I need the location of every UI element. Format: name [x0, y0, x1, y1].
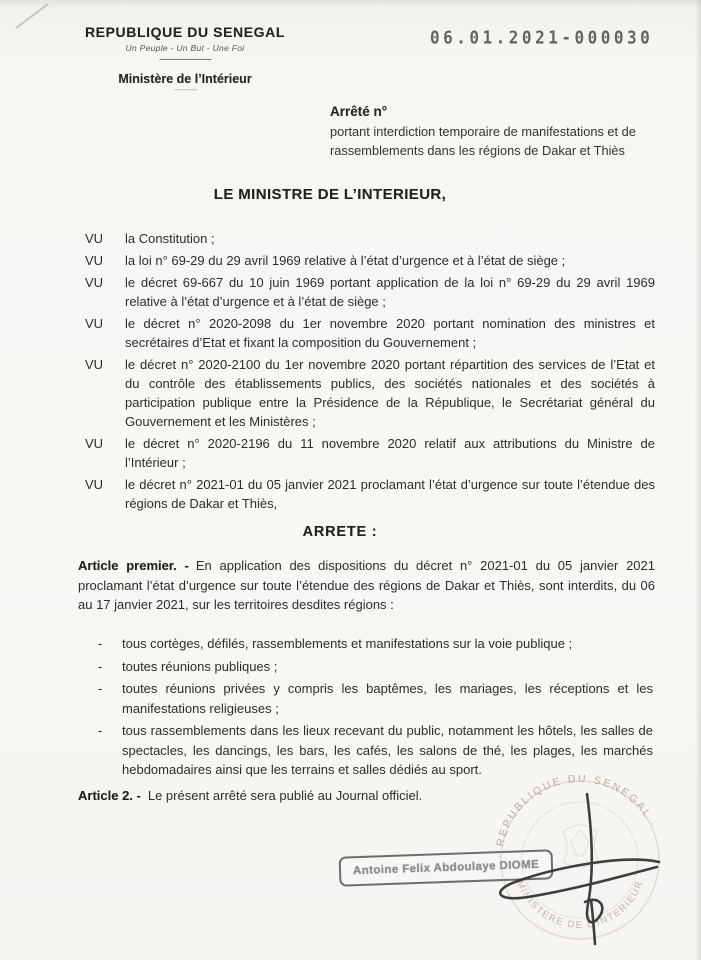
visa-label: VU [85, 275, 104, 290]
list-item-text: tous cortèges, défilés, rassemblements et manifestations sur la voie publique ; [122, 636, 573, 651]
visa-item [85, 355, 655, 431]
country-title: REPUBLIQUE DU SENEGAL [84, 24, 286, 40]
scan-artifact-mark [0, 0, 70, 40]
minister-heading: LE MINISTRE DE L’INTERIEUR, [213, 186, 447, 203]
list-item [98, 721, 653, 780]
visa-item [85, 273, 655, 311]
official-seal [483, 772, 701, 958]
visa-item [85, 314, 655, 352]
dash-marker: - [98, 723, 103, 738]
minister-name-stamp: Antoine Felix Abdoulaye DIOME [339, 849, 554, 886]
dash-marker: - [98, 636, 103, 651]
seal-bottom-text: MINISTERE DE L’INTERIEUR [514, 878, 646, 931]
visa-text: le décret n° 2020-2100 du 1er novembre 2020 portant répartition des services de l’Etat et du contrôle des établissements publics, des sociétés nationales et des sociétés à participation publique entre la Présidence de la République, le Secrétariat général du Gouvernement et les Ministères ; [125, 357, 655, 429]
prohibition-list [98, 634, 653, 783]
article-2 [78, 786, 531, 806]
visa-text: le décret n° 2020-2098 du 1er novembre 2020 portant nomination des ministres et secrétaires d’Etat et fixant la composition du Gouvernement ; [125, 316, 655, 350]
svg-text:· REPUBLIQUE DU SENEGAL · [493, 773, 660, 858]
list-item [98, 634, 653, 654]
article-premier-label: Article premier. - [78, 558, 189, 573]
list-item-text: toutes réunions privées y compris les baptêmes, les mariages, les réceptions et les manifestations religieuses ; [122, 681, 653, 716]
visa-text: la loi n° 69-29 du 29 avril 1969 relative à l’état d’urgence et à l’état de siège ; [125, 253, 566, 268]
list-item-text: tous rassemblements dans les lieux recevant du public, notamment les hôtels, les salles de spectacles, les dancings, les bars, les cafés, les salons de thé, les plages, les marchés hebdomadaires ainsi que les terrains et salles dédiés au sport. [122, 723, 653, 777]
decree-title-block [330, 104, 678, 160]
visa-text: le décret n° 2021-01 du 05 janvier 2021 proclamant l’état d’urgence sur toute l’étendue des régions de Dakar et Thiès, [125, 477, 655, 511]
visa-label: VU [85, 357, 104, 372]
visa-text: le décret n° 2020-2196 du 11 novembre 2020 relatif aux attributions du Ministre de l’Intérieur ; [125, 436, 655, 470]
visa-item [85, 434, 655, 472]
separator-dashes: -------------------------- [159, 54, 211, 64]
visa-text: la Constitution ; [125, 231, 215, 246]
visa-label: VU [85, 436, 104, 451]
visa-label: VU [85, 477, 104, 492]
article-premier-text: En application des dispositions du décret n° 2021-01 du 05 janvier 2021 proclamant l’état d’urgence sur toute l’étendue des régions de Dakar et Thiès, sont interdits, du 06 au 17 janvier 2021, sur les territoires desdites régions : [78, 558, 655, 612]
visa-label: VU [85, 231, 104, 246]
registration-date-stamp: 06.01.2021-000030 [430, 27, 654, 48]
list-item [98, 657, 653, 677]
decree-number-heading: Arrêté n° [330, 104, 388, 119]
seal-emblem-star [571, 830, 589, 856]
visa-label: VU [85, 316, 104, 331]
visa-list [85, 229, 655, 516]
visa-item [85, 475, 655, 513]
ministry-separator-dashes: -------------- [173, 85, 197, 94]
article-premier [78, 556, 655, 615]
list-item [98, 679, 653, 718]
decree-subject: portant interdiction temporaire de manifestations et de rassemblements dans les régions de Dakar et Thiès [330, 124, 636, 158]
seal-top-text: · REPUBLIQUE DU SENEGAL · [492, 772, 660, 859]
scan-edge-shadow-top [0, 0, 701, 8]
national-motto: Un Peuple - Un But - Une Foi [125, 43, 245, 53]
dash-marker: - [98, 681, 103, 696]
ministry-name: Ministère de l’Intérieur [118, 72, 252, 86]
letterhead [70, 24, 300, 93]
arrete-heading: ARRETE : [302, 524, 378, 540]
visa-text: le décret 69-667 du 10 juin 1969 portant application de la loi n° 69-29 du 29 avril 1969 relative à l’état d’urgence et à l’état de siège ; [125, 275, 655, 309]
visa-item [85, 251, 655, 270]
visa-label: VU [85, 253, 104, 268]
article-2-label: Article 2. - [78, 788, 141, 803]
list-item-text: toutes réunions publiques ; [122, 658, 278, 674]
visa-item [85, 229, 655, 248]
dash-marker: - [98, 658, 103, 674]
article-2-text: Le présent arrêté sera publié au Journal officiel. [147, 788, 423, 803]
